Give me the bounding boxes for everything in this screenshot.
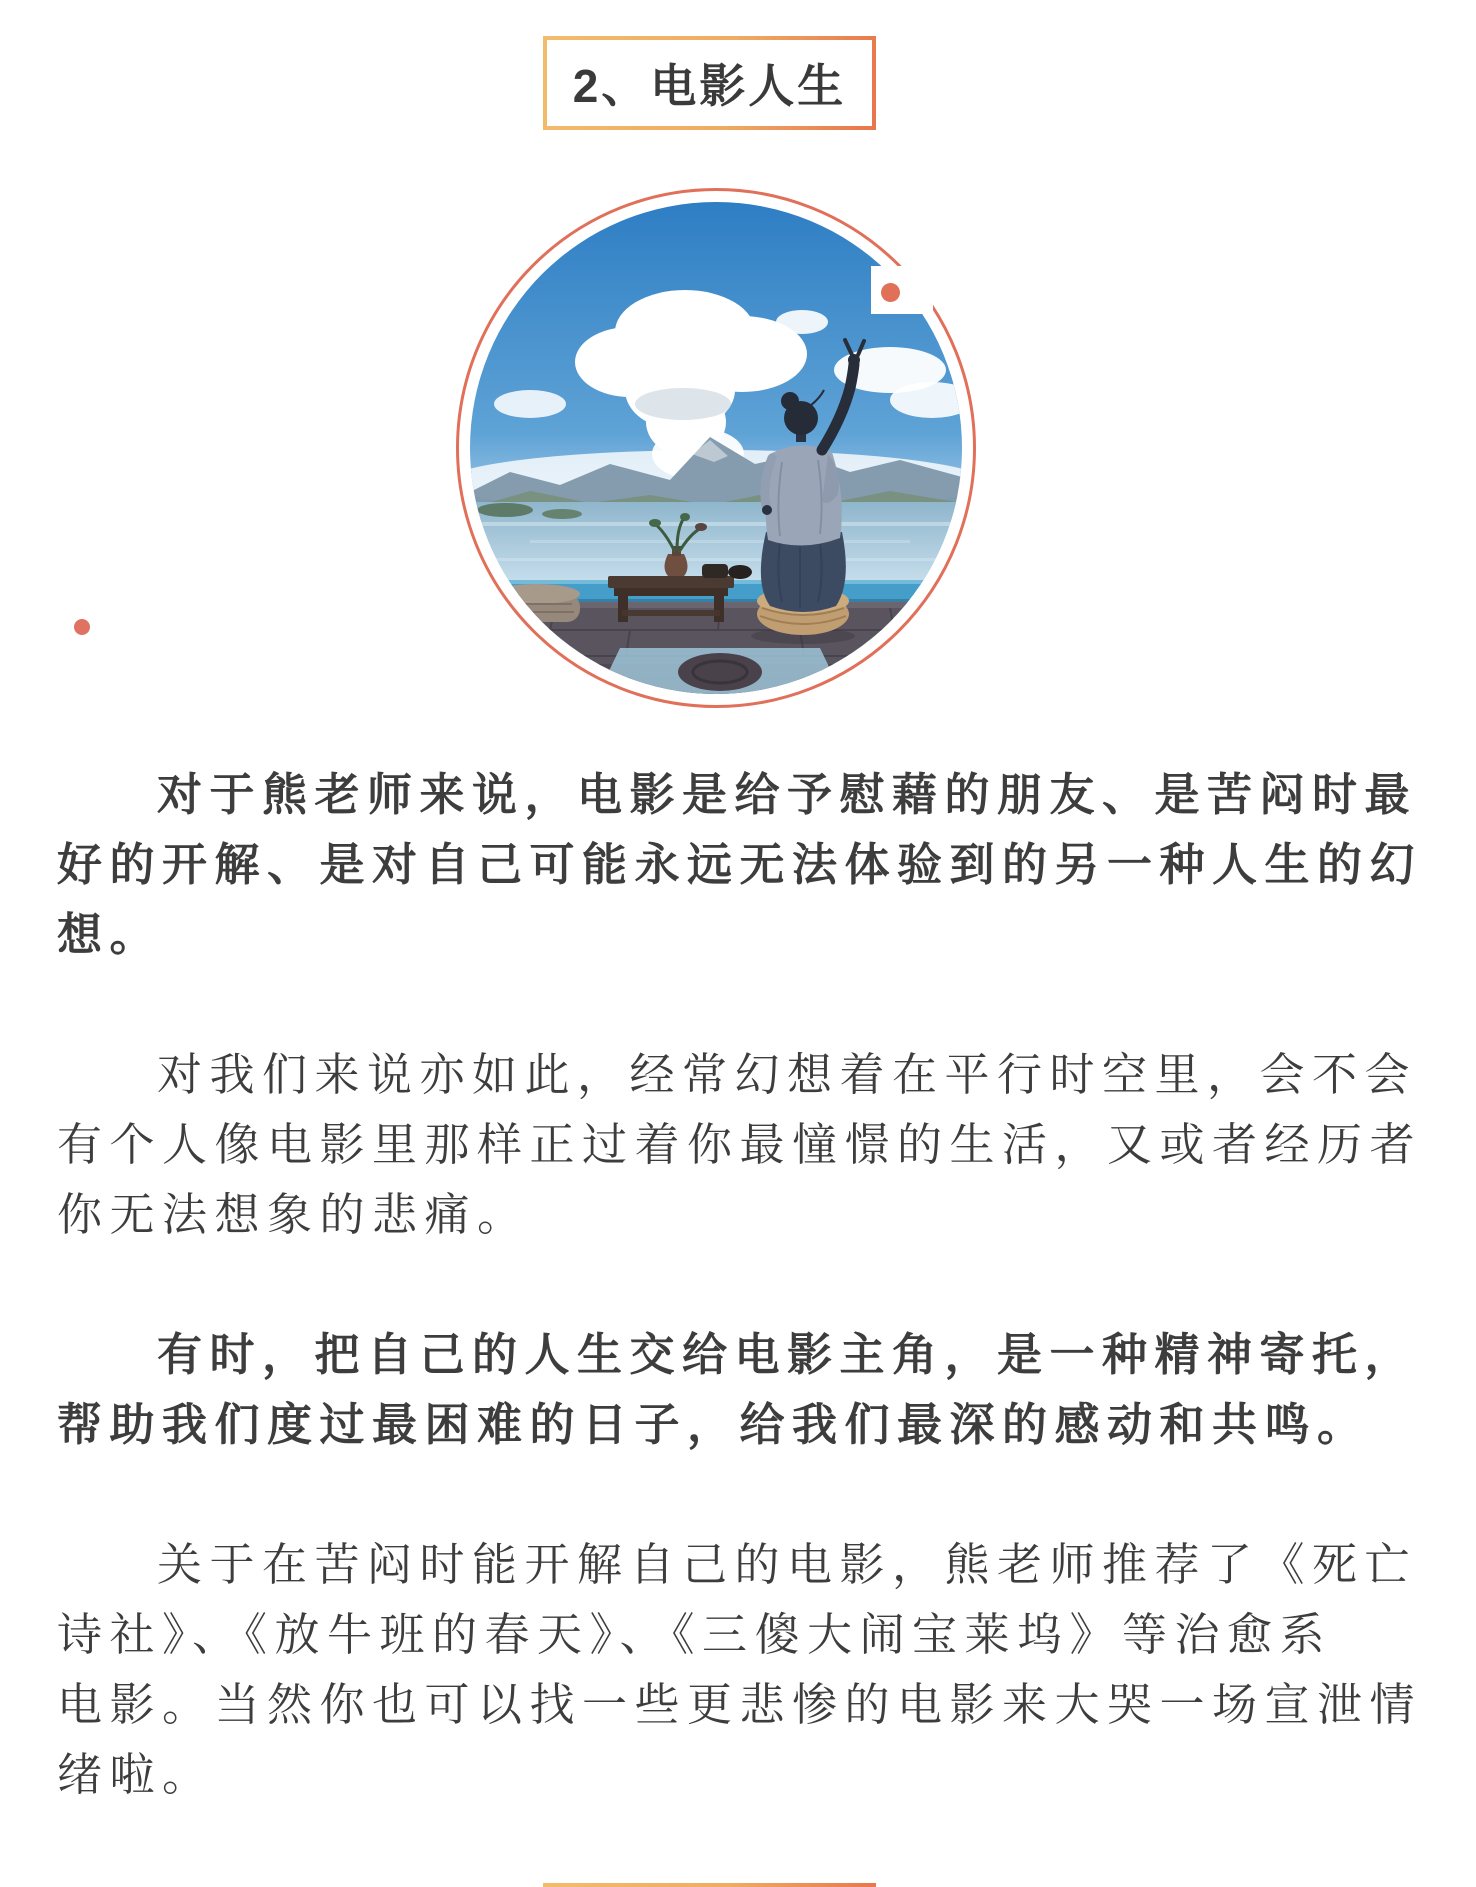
text-line: 想。 — [57, 909, 163, 960]
left-accent-dot-icon — [74, 619, 90, 635]
paragraph — [57, 1320, 1422, 1460]
text-line: 电影。当然你也可以找一些更悲惨的电影来大哭一场宣泄情 — [57, 1679, 1423, 1730]
text-line: 绪啦。 — [57, 1749, 215, 1800]
paragraph — [57, 760, 1422, 970]
section-title: 2、电影人生 — [572, 60, 847, 112]
text-line: 好的开解、是对自己可能永远无法体验到的另一种人生的幻 — [57, 839, 1423, 890]
text-line: 对于熊老师来说，电影是给予慰藉的朋友、是苦闷时最 — [157, 769, 1418, 820]
ring-notch — [871, 266, 933, 314]
text-line: 帮助我们度过最困难的日子，给我们最深的感动和共鸣。 — [57, 1399, 1370, 1450]
article-body — [57, 760, 1422, 1880]
paragraph — [57, 1530, 1422, 1810]
text-line: 诗社》、《放牛班的春天》、《三傻大闹宝莱坞》等治愈系 — [57, 1609, 1333, 1660]
text-line: 对我们来说亦如此，经常幻想着在平行时空里，会不会 — [157, 1049, 1418, 1100]
text-line: 你无法想象的悲痛。 — [57, 1189, 530, 1240]
next-section-box-edge — [543, 1883, 876, 1887]
text-line: 有时，把自己的人生交给电影主角，是一种精神寄托， — [157, 1329, 1418, 1380]
section-title-box — [543, 36, 876, 130]
ring-accent-dot-icon — [881, 283, 900, 302]
paragraph — [57, 1040, 1422, 1250]
text-line: 有个人像电影里那样正过着你最憧憬的生活，又或者经历者 — [57, 1119, 1423, 1170]
text-line: 关于在苦闷时能开解自己的电影，熊老师推荐了《死亡 — [157, 1539, 1418, 1590]
